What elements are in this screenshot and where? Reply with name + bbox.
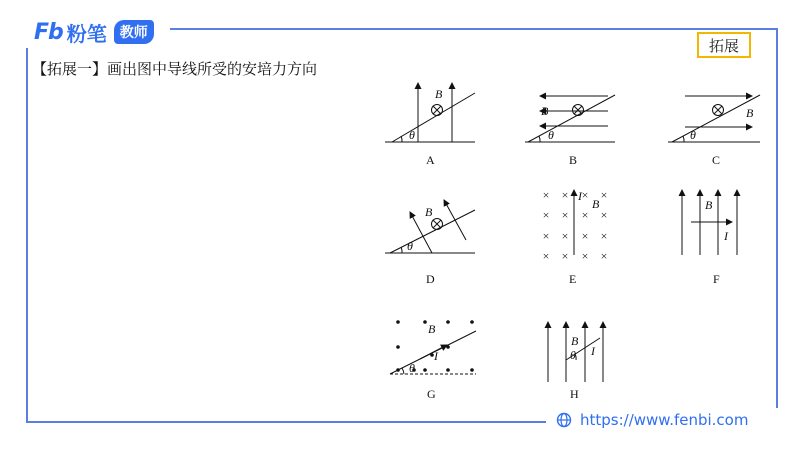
field-cross-mark: × <box>542 188 550 202</box>
field-dot-mark <box>423 368 427 372</box>
field-cross-mark: × <box>542 249 550 263</box>
figure-d-angle-label: θ <box>407 239 413 253</box>
figure-f-caption: F <box>713 272 720 286</box>
field-dot-mark <box>396 345 400 349</box>
figure-d-field-label: B <box>425 205 433 219</box>
field-cross-mark: × <box>561 208 569 222</box>
figure-a <box>385 83 475 142</box>
current-into-page-icon <box>432 219 443 230</box>
figure-c-caption: C <box>712 153 721 167</box>
field-cross-mark: × <box>542 208 550 222</box>
figure-g-angle-label: θ <box>409 361 415 375</box>
logo-name: 粉笔 <box>66 21 107 46</box>
figure-g-field-label: B <box>428 322 436 336</box>
field-dot-mark <box>446 368 450 372</box>
current-into-page-icon <box>573 105 584 116</box>
figure-b <box>525 95 615 142</box>
figure-h-field-label: B <box>571 334 579 348</box>
figure-a-field-label: B <box>435 87 443 101</box>
expansion-tag: 拓展 <box>697 32 751 58</box>
figure-a-angle-label: θ <box>409 128 415 142</box>
figure-b-caption: B <box>569 153 578 167</box>
field-cross-mark: × <box>600 229 608 243</box>
field-cross-mark: × <box>581 188 589 202</box>
field-dot-mark <box>470 320 474 324</box>
field-dot-mark <box>396 368 400 372</box>
figure-c-angle-label: θ <box>690 128 696 142</box>
field-dot-mark <box>423 320 427 324</box>
field-cross-mark: × <box>600 249 608 263</box>
footer-link[interactable] <box>556 411 748 429</box>
logo-mark: Fb <box>34 19 63 45</box>
figure-h-caption: H <box>570 387 579 401</box>
field-dot-mark <box>396 320 400 324</box>
field-dot-mark <box>470 368 474 372</box>
field-cross-mark: × <box>600 208 608 222</box>
field-dot-mark <box>446 345 450 349</box>
field-cross-mark: × <box>581 229 589 243</box>
current-into-page-icon <box>713 105 724 116</box>
figure-b-field-label: B <box>541 104 549 118</box>
figure-c-field-label: B <box>746 106 754 120</box>
figure-g-caption: G <box>427 387 436 401</box>
question-heading: 【拓展一】画出图中导线所受的安培力方向 <box>32 60 318 78</box>
figure-g <box>390 331 476 374</box>
field-dot-mark <box>446 320 450 324</box>
current-into-page-icon <box>432 105 443 116</box>
figure-d-caption: D <box>426 272 435 286</box>
figure-h-current-label: I <box>591 344 595 358</box>
logo-badge: 教师 <box>114 20 154 44</box>
figure-b-angle-label: θ <box>548 128 554 142</box>
field-cross-mark: × <box>600 188 608 202</box>
figure-f-field-label: B <box>705 198 713 212</box>
field-cross-mark: × <box>561 249 569 263</box>
figure-e-field-label: B <box>592 197 600 211</box>
globe-icon <box>556 412 572 428</box>
figure-h-angle-label: θ <box>570 348 576 362</box>
field-cross-mark: × <box>542 229 550 243</box>
field-cross-mark: × <box>561 229 569 243</box>
field-cross-mark: × <box>581 249 589 263</box>
field-cross-mark: × <box>561 188 569 202</box>
figure-e-current-label: I <box>578 189 582 203</box>
footer-url[interactable]: https://www.fenbi.com <box>580 411 749 429</box>
field-cross-mark: × <box>581 208 589 222</box>
figure-a-caption: A <box>426 153 435 167</box>
figure-f-current-label: I <box>724 229 728 243</box>
figure-g-current-label: I <box>434 349 438 363</box>
figure-e-caption: E <box>569 272 577 286</box>
